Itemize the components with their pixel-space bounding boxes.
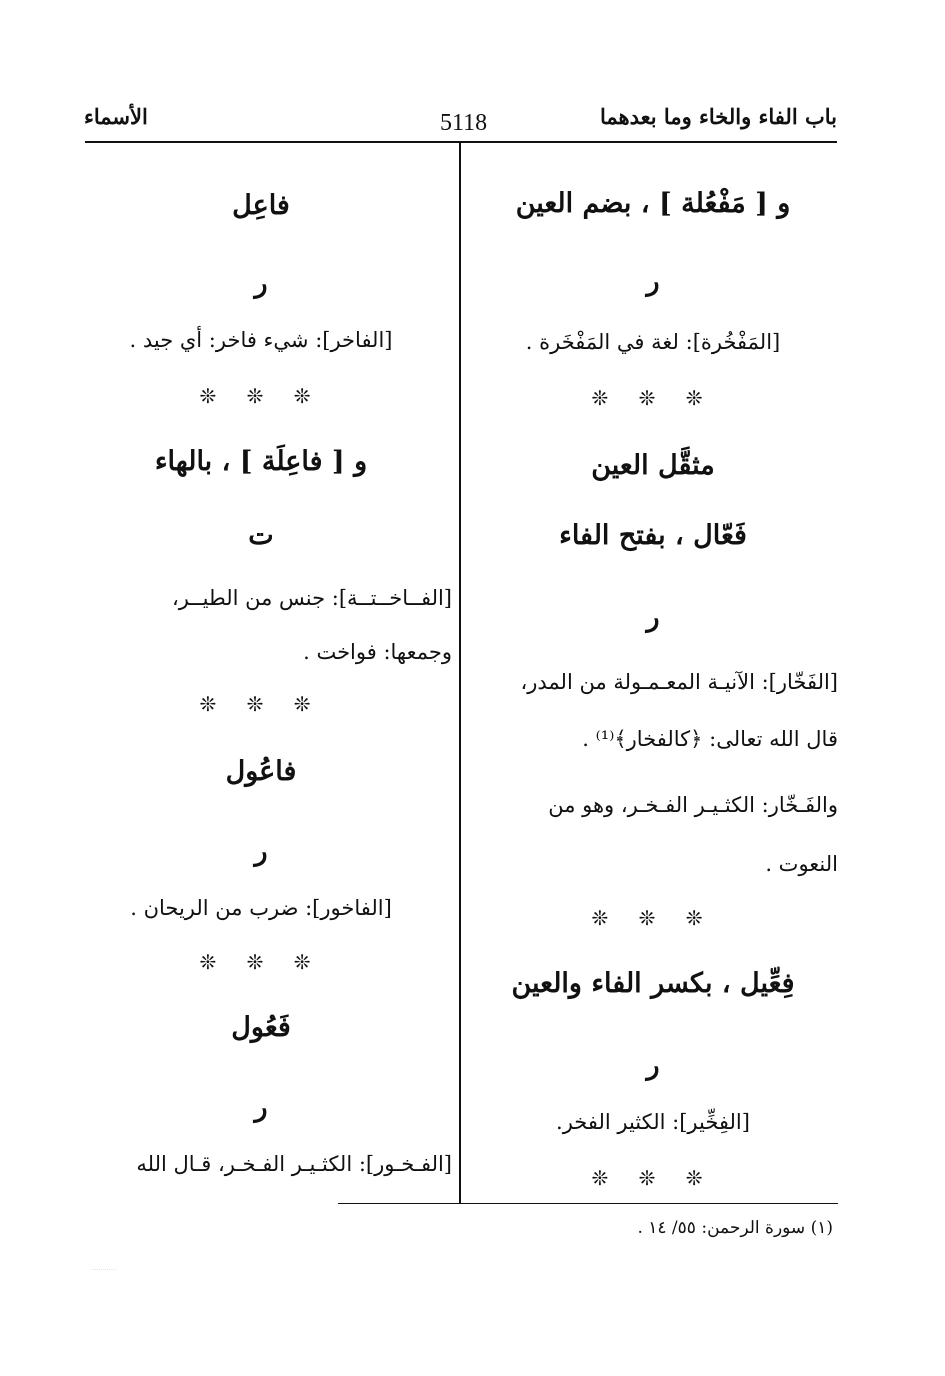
entry-text: النعوت . — [765, 852, 838, 876]
entry-heading: و [ مَفْعُلة ] ، بضم العين — [515, 188, 791, 219]
entry-text: [الفاخور]: ضرب من الريحان . — [130, 896, 392, 920]
footnote-rule — [338, 1203, 838, 1204]
separator-stars: ❊ ❊ ❊ — [591, 386, 715, 410]
entry-text: والفَـخّار: الكثـيـر الفـخـر، وهو من — [548, 793, 838, 817]
entry-text: [المَفْخُرة]: لغة في المَفْخَرة . — [525, 330, 781, 354]
entry-heading: فَعّال ، بفتح الفاء — [559, 520, 747, 551]
header-rule — [85, 141, 837, 143]
root-letter: ت — [248, 520, 274, 551]
separator-stars: ❊ ❊ ❊ — [591, 906, 715, 930]
entry-heading: فَعُول — [231, 1012, 291, 1043]
entry-text: [الفاخر]: شيء فاخر: أي جيد . — [129, 328, 393, 352]
separator-stars: ❊ ❊ ❊ — [199, 950, 323, 974]
footnote: (١) سورة الرحمن: ٥٥/ ١٤ . — [637, 1218, 833, 1238]
page-number: 5118 — [440, 110, 488, 136]
root-letter: ر — [254, 268, 268, 299]
entry-heading: فاعِل — [232, 190, 290, 221]
root-letter: ر — [254, 836, 268, 867]
separator-stars: ❊ ❊ ❊ — [199, 384, 323, 408]
separator-stars: ❊ ❊ ❊ — [199, 692, 323, 716]
root-letter: ر — [646, 1050, 660, 1081]
root-letter: ر — [646, 266, 660, 297]
running-header-chapter: باب الفاء والخاء وما بعدهما — [600, 104, 837, 129]
section-heading: مثقَّل العين — [591, 450, 715, 481]
root-letter: ر — [254, 1092, 268, 1123]
entry-text: [الفـخـور]: الكثـيـر الفـخـر، قـال الله — [136, 1152, 452, 1176]
scan-artifact — [92, 1255, 116, 1270]
entry-text: وجمعها: فواخت . — [303, 640, 452, 664]
entry-text: قال الله تعالى: ﴿كالفخار﴾⁽¹⁾ . — [582, 727, 838, 751]
entry-text: [الفَخّار]: الآنيـة المعـمـولة من المدر، — [520, 670, 838, 694]
root-letter: ر — [646, 602, 660, 633]
running-header-section: الأسماء — [84, 104, 148, 129]
entry-heading: و [ فاعِلَة ] ، بالهاء — [154, 446, 368, 477]
entry-text: [الفــاخــتــة]: جنس من الطيــر، — [171, 586, 452, 610]
entry-heading: فاعُول — [225, 756, 297, 787]
entry-heading: فِعِّيل ، بكسر الفاء والعين — [511, 968, 795, 999]
separator-stars: ❊ ❊ ❊ — [591, 1166, 715, 1190]
entry-text: [الفِخِّير]: الكثير الفخر. — [556, 1110, 750, 1134]
column-divider — [459, 142, 461, 1204]
